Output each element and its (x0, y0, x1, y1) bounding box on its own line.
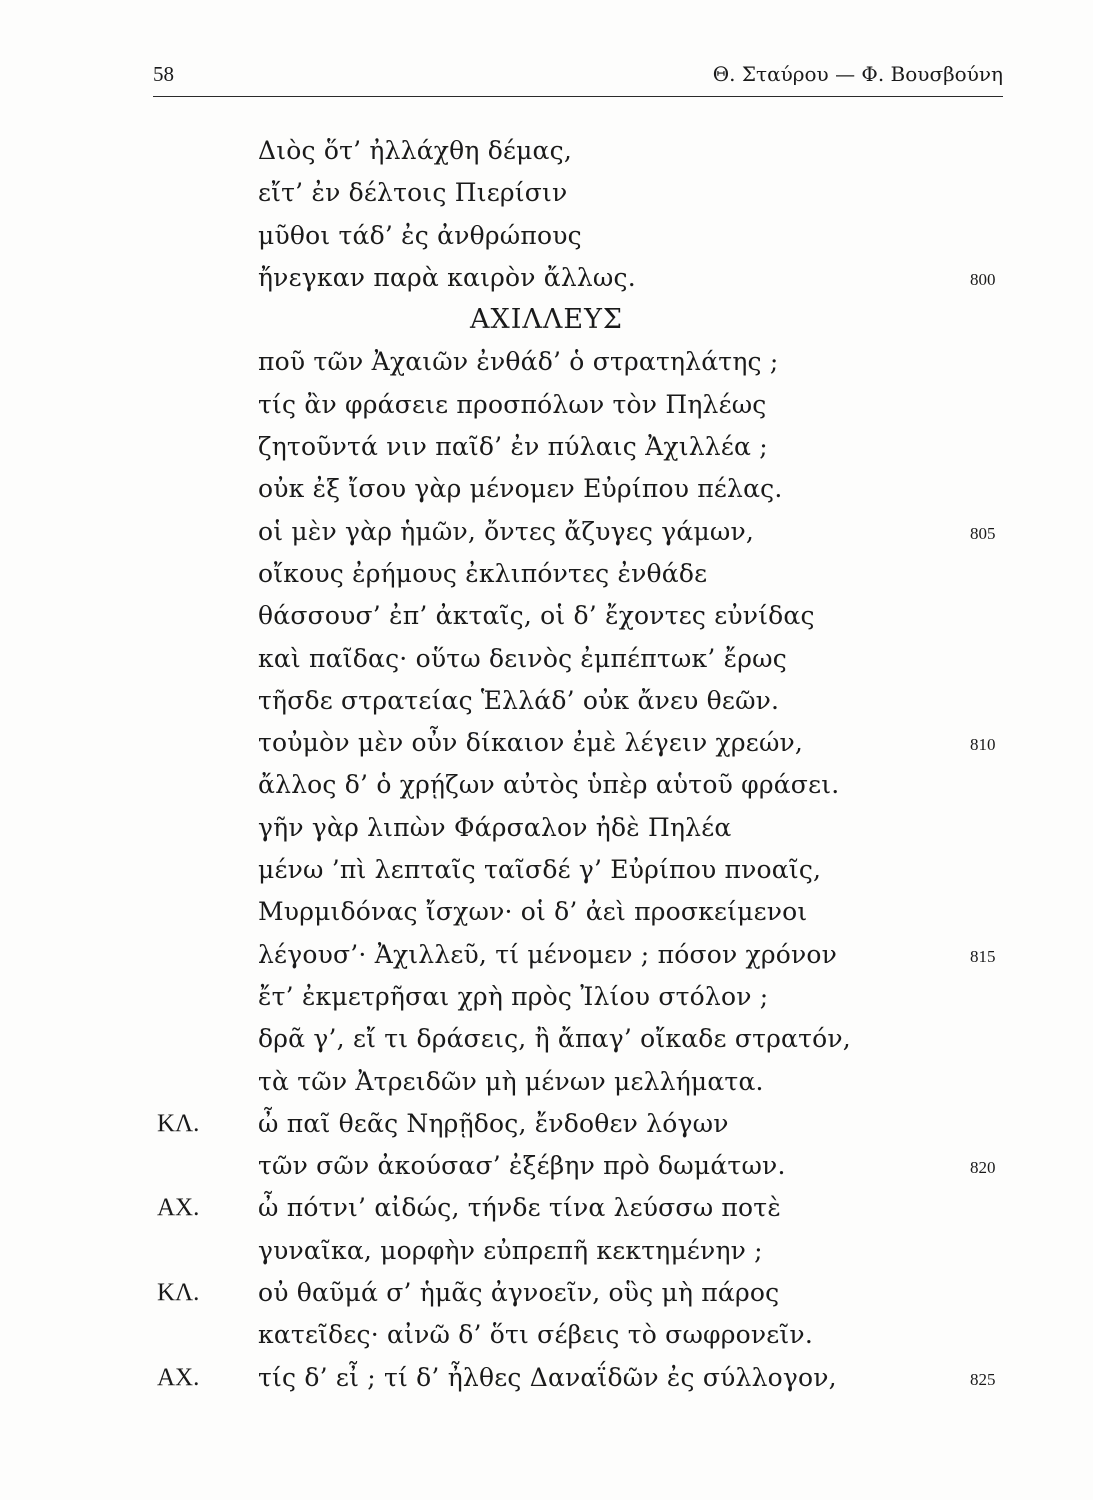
verse-text: κατεῖδες· αἰνῶ δ’ ὅτι σέβεις τὸ σωφρονεῖν. (258, 1320, 813, 1350)
verse-line (0, 1272, 1093, 1314)
line-number: 810 (970, 735, 996, 755)
verse-line (0, 257, 1093, 299)
verse-line (0, 976, 1093, 1018)
verse-text: θάσσουσ’ ἐπ’ ἀκταῖς, οἱ δ’ ἔχοντες εὐνίδας (258, 601, 815, 631)
verse-text: τὰ τῶν Ἀτρειδῶν μὴ μένων μελλήματα. (258, 1066, 764, 1096)
verse-line (0, 1061, 1093, 1103)
verse-line (0, 468, 1093, 510)
verse-line (0, 1018, 1093, 1060)
page-number: 58 (153, 62, 174, 86)
verse-line (0, 764, 1093, 806)
running-head: Θ. Σταύρου — Φ. Βουσβούνη (712, 62, 1003, 86)
verse-line (0, 1357, 1093, 1399)
verse-text: οὐ θαῦμά σ’ ἡμᾶς ἀγνοεῖν, οὓς μὴ πάρος (258, 1278, 780, 1308)
verse-text: τῆσδε στρατείας Ἑλλάδ’ οὐκ ἄνευ θεῶν. (258, 685, 780, 715)
speaker-heading (0, 299, 1093, 341)
verse-text: ζητοῦντά νιν παῖδ’ ἐν πύλαις Ἀχιλλέα ; (258, 432, 768, 462)
line-number: 815 (970, 946, 996, 966)
verse-line (0, 934, 1093, 976)
line-number: 800 (970, 269, 996, 289)
verse-line (0, 130, 1093, 172)
verse-line (0, 341, 1093, 383)
verse-text: ἤνεγκαν παρὰ καιρὸν ἄλλως. (258, 262, 636, 292)
verse-line (0, 553, 1093, 595)
verse-text: τοὐμὸν μὲν οὖν δίκαιον ἐμὲ λέγειν χρεών, (258, 728, 804, 758)
verse-text: ὦ πότνι’ αἰδώς, τήνδε τίνα λεύσσω ποτὲ (258, 1193, 781, 1223)
verse-line (0, 215, 1093, 257)
verse-line (0, 891, 1093, 933)
verse-line (0, 638, 1093, 680)
verse-line (0, 1230, 1093, 1272)
verse-text: τίς ἂν φράσειε προσπόλων τὸν Πηλέως (258, 389, 767, 419)
speaker-heading-text: ΑΧΙΛΛΕΥΣ (469, 304, 623, 336)
verse-text-block (0, 130, 1093, 1399)
verse-line (0, 1187, 1093, 1229)
verse-text: γῆν γὰρ λιπὼν Φάρσαλον ἠδὲ Πηλέα (258, 812, 732, 842)
speaker-label: ΚΛ. (157, 1109, 200, 1137)
verse-line (0, 680, 1093, 722)
verse-line (0, 849, 1093, 891)
verse-text: μένω ’πὶ λεπταῖς ταῖσδέ γ’ Εὐρίπου πνοαῖς, (258, 855, 822, 885)
verse-text: τίς δ’ εἶ ; τί δ’ ἦλθες Δαναΐδῶν ἐς σύλλογον, (258, 1362, 837, 1392)
verse-text: καὶ παῖδας· οὕτω δεινὸς ἐμπέπτωκ’ ἔρως (258, 643, 787, 673)
verse-text: οἴκους ἐρήμους ἐκλιπόντες ἐνθάδε (258, 558, 708, 588)
line-number: 805 (970, 523, 996, 543)
verse-line (0, 172, 1093, 214)
verse-line (0, 1145, 1093, 1187)
verse-text: ἔτ’ ἐκμετρῆσαι χρὴ πρὸς Ἰλίου στόλον ; (258, 981, 769, 1011)
verse-text: Μυρμιδόνας ἴσχων· οἱ δ’ ἀεὶ προσκείμενοι (258, 897, 808, 927)
line-number: 825 (970, 1369, 996, 1389)
speaker-label: ΑΧ. (157, 1194, 200, 1222)
verse-text: ποῦ τῶν Ἀχαιῶν ἐνθάδ’ ὁ στρατηλάτης ; (258, 347, 779, 377)
speaker-label: ΚΛ. (157, 1279, 200, 1307)
header-rule (153, 96, 1003, 97)
verse-line (0, 511, 1093, 553)
verse-text: δρᾶ γ’, εἴ τι δράσεις, ἢ ἄπαγ’ οἴκαδε στρατόν, (258, 1024, 851, 1054)
verse-line (0, 807, 1093, 849)
verse-line (0, 722, 1093, 764)
verse-text: οὐκ ἐξ ἴσου γὰρ μένομεν Εὐρίπου πέλας. (258, 474, 783, 504)
verse-text: οἱ μὲν γὰρ ἡμῶν, ὄντες ἄζυγες γάμων, (258, 516, 755, 546)
verse-line (0, 1314, 1093, 1356)
verse-text: εἴτ’ ἐν δέλτοις Πιερίσιν (258, 178, 568, 208)
verse-text: λέγουσ’· Ἀχιλλεῦ, τί μένομεν ; πόσον χρόνον (258, 939, 838, 969)
verse-line (0, 595, 1093, 637)
verse-line (0, 384, 1093, 426)
speaker-label: ΑΧ. (157, 1363, 200, 1391)
verse-text: Διὸς ὅτ’ ἠλλάχθη δέμας, (258, 136, 572, 165)
verse-text: μῦθοι τάδ’ ἐς ἀνθρώπους (258, 220, 582, 250)
verse-text: ὦ παῖ θεᾶς Νηρῇδος, ἔνδοθεν λόγων (258, 1108, 729, 1138)
verse-line (0, 1103, 1093, 1145)
verse-text: γυναῖκα, μορφὴν εὐπρεπῆ κεκτημένην ; (258, 1235, 763, 1265)
line-number: 820 (970, 1158, 996, 1178)
verse-text: ἄλλος δ’ ὁ χρῄζων αὐτὸς ὑπὲρ αὑτοῦ φράσει. (258, 770, 840, 800)
verse-text: τῶν σῶν ἀκούσασ’ ἐξέβην πρὸ δωμάτων. (258, 1151, 786, 1181)
verse-line (0, 426, 1093, 468)
page-header (153, 62, 1003, 92)
